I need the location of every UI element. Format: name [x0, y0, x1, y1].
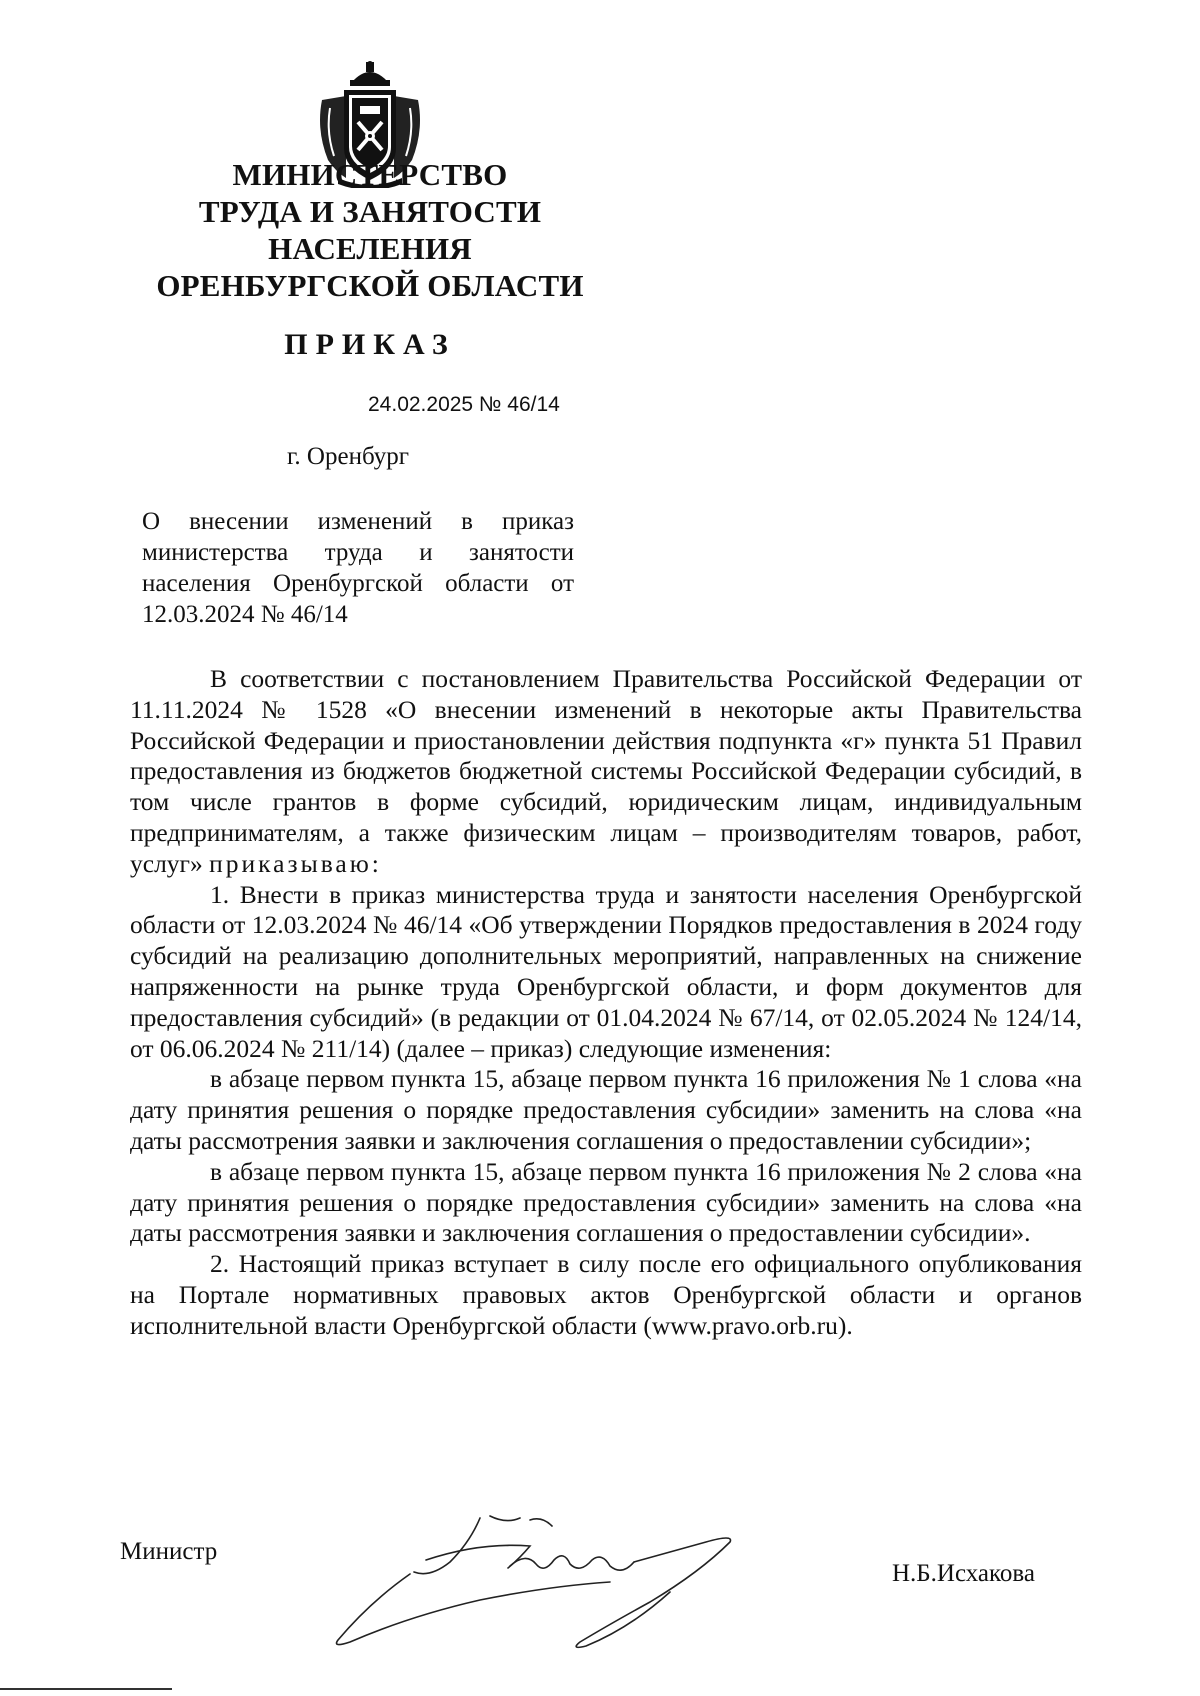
signer-name: Н.Б.Исхакова [892, 1560, 1035, 1587]
ministry-line-3: НАСЕЛЕНИЯ [268, 231, 472, 266]
item-1-change-b: в абзаце первом пункта 15, абзаце первом пункта 16 приложения № 2 слова «на дату принятия решения о порядке предоставления субсидии» заменить на слова «на даты рассмотрения заявки и заключения соглашения о предоставлении субсидии». [130, 1156, 1082, 1248]
order-body [130, 664, 1082, 1342]
ministry-line-1: МИНИСТЕРСТВО [232, 157, 508, 192]
signer-position: Министр [120, 1538, 218, 1565]
item-1-change-a: в абзаце первом пункта 15, абзаце первом пункта 16 приложения № 1 слова «на дату принятия решения о порядке предоставления субсидии» заменить на слова «на даты рассмотрения заявки и заключения соглашения о предоставлении субсидии»; [130, 1064, 1082, 1155]
directive-word: приказываю: [209, 848, 382, 878]
order-city: г. Оренбург [287, 443, 409, 470]
preamble-paragraph [130, 664, 1082, 880]
footer-divider [0, 1688, 172, 1690]
order-subject: О внесении изменений в приказ министерства труда и занятости населения Оренбургской области от 12.03.2024 № 46/14 [142, 508, 574, 628]
preamble-text: В соответствии с постановлением Правительства Российской Федерации от 11.11.2024 № 1528 «О внесении изменений в некоторые акты Правительства Российской Федерации и приостановлении действия подпункта «г» пункта 51 Правил предоставления из бюджетов бюджетной системы Российской Федерации субсидий, в том числе грантов в форме субсидий, юридическим лицам, индивидуальным предпринимателям, а также физическим лицам – производителям товаров, работ, услуг» [130, 664, 1082, 878]
ministry-line-2: ТРУДА И ЗАНЯТОСТИ [198, 194, 542, 229]
ministry-line-4: ОРЕНБУРГСКОЙ ОБЛАСТИ [156, 268, 584, 303]
order-date-number: 24.02.2025 № 46/14 [368, 393, 560, 416]
item-2-paragraph: 2. Настоящий приказ вступает в силу после его официального опубликования на Портале нормативных правовых актов Оренбургской области и органов исполнительной власти Оренбургской области (www.pravo.orb.ru). [130, 1249, 1082, 1340]
order-title: ПРИКАЗ [284, 328, 456, 361]
item-1-paragraph: 1. Внести в приказ министерства труда и занятости населения Оренбургской области от 12.03.2024 № 46/14 «Об утверждении Порядков предоставления в 2024 году субсидий на реализацию дополнительных мероприятий, направленных на снижение напряженности на рынке труда Оренбургской области, и форм документов для предоставления субсидий» (в редакции от 01.04.2024 № 67/14, от 02.05.2024 № 124/14, от 06.06.2024 № 211/14) (далее – приказ) следующие изменения: [130, 879, 1082, 1063]
ministry-name [130, 156, 610, 304]
handwritten-signature [330, 1512, 790, 1652]
